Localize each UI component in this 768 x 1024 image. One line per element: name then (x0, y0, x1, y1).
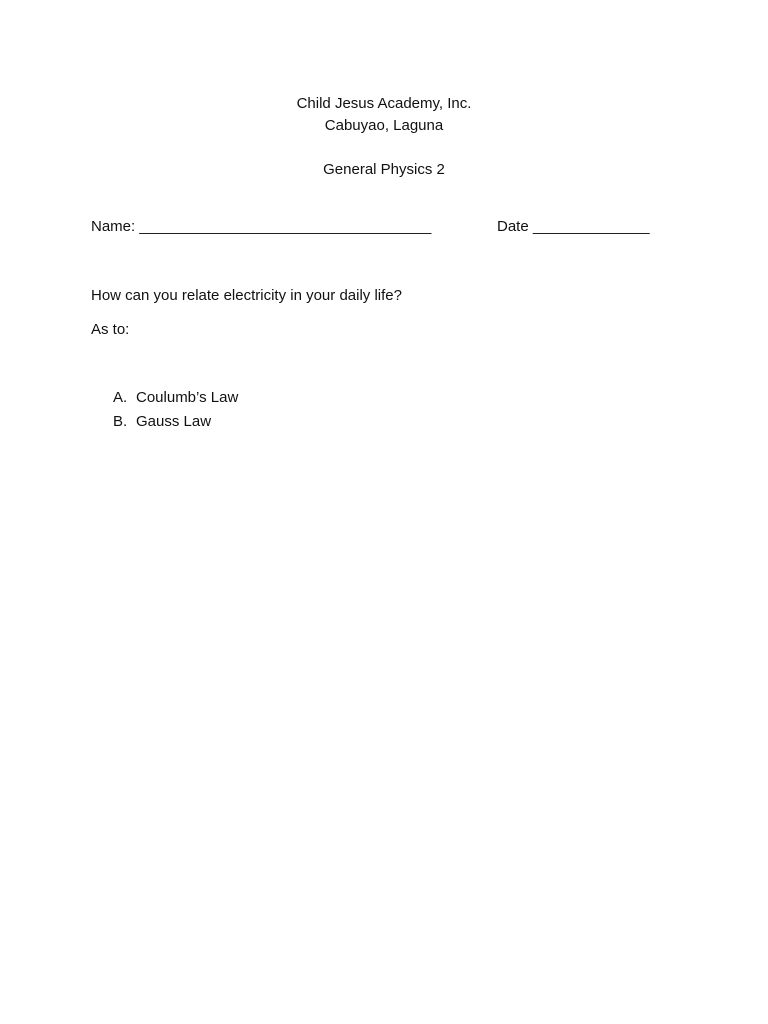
question-prompt: How can you relate electricity in your daily life? (91, 287, 402, 304)
list-item-text: Coulumb’s Law (136, 389, 239, 406)
name-field: Name: ___________________________________ (91, 218, 432, 235)
school-location: Cabuyao, Laguna (324, 117, 444, 134)
subject-title: General Physics 2 (323, 161, 445, 178)
as-to-label: As to: (91, 321, 130, 338)
list-item-letter: A. (113, 389, 128, 406)
list-item-text: Gauss Law (136, 413, 212, 430)
school-name: Child Jesus Academy, Inc. (296, 95, 472, 112)
date-field: Date ______________ (497, 218, 650, 235)
list-item-letter: B. (113, 413, 128, 430)
